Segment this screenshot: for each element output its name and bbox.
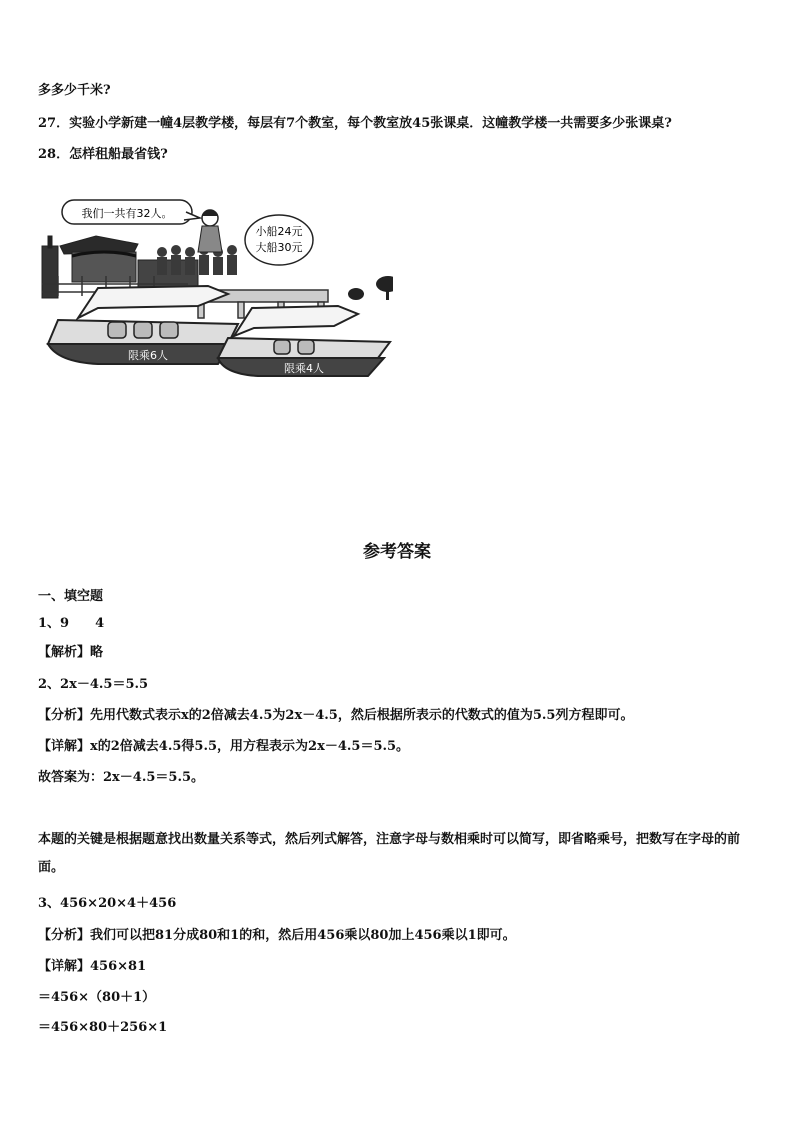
price-large-boat: 大船30元 bbox=[255, 241, 303, 254]
answer-3-analysis: 【分析】我们可以把81分成80和1的和，然后用456乘以80加上456乘以1即可。 bbox=[38, 928, 516, 943]
answer-1-analysis: 【解析】略 bbox=[38, 645, 104, 660]
answer-2-final: 故答案为：2x－4.5＝5.5。 bbox=[38, 770, 205, 785]
large-boat bbox=[48, 286, 238, 364]
answer-key-title: 参考答案 bbox=[363, 542, 431, 562]
boat-rental-illustration bbox=[38, 196, 393, 381]
answer-3-detail: 【详解】456×81 bbox=[38, 959, 147, 974]
answer-3: 3、456×20×4＋456 bbox=[38, 896, 177, 911]
answer-3-step-1: ＝456×（80＋1） bbox=[38, 990, 156, 1005]
question-28: 28．怎样租船最省钱? bbox=[38, 147, 168, 162]
price-small-boat: 小船24元 bbox=[255, 225, 303, 238]
answer-3-step-2: ＝456×80＋256×1 bbox=[38, 1020, 168, 1035]
answer-2: 2、2x－4.5＝5.5 bbox=[38, 677, 149, 692]
answer-1: 1、9 4 bbox=[38, 616, 105, 631]
tree bbox=[348, 276, 393, 300]
speech-bubble bbox=[62, 200, 200, 224]
guide-person bbox=[198, 210, 222, 252]
answer-2-analysis: 【分析】先用代数式表示x的2倍减去4.5为2x－4.5，然后根据所表示的代数式的值为5.5列方程即可。 bbox=[38, 708, 634, 723]
question-26-continuation: 多多少千米? bbox=[38, 83, 111, 98]
section-fill-blank: 一、填空题 bbox=[38, 589, 104, 604]
speech-text: 我们一共有32人。 bbox=[81, 207, 173, 220]
large-boat-label: 限乘6人 bbox=[128, 349, 168, 362]
question-27: 27．实验小学新建一幢4层教学楼，每层有7个教室，每个教室放45张课桌．这幢教学楼一共需要多少张课桌? bbox=[38, 116, 672, 131]
answer-2-detail: 【详解】x的2倍减去4.5得5.5，用方程表示为2x－4.5＝5.5。 bbox=[38, 739, 410, 754]
small-boat-label: 限乘4人 bbox=[284, 362, 324, 375]
answer-2-note: 本题的关键是根据题意找出数量关系等式，然后列式解答，注意字母与数相乘时可以简写，即省略乘号，把数写在字母的前面。 bbox=[38, 832, 741, 875]
price-bubble bbox=[245, 215, 313, 265]
